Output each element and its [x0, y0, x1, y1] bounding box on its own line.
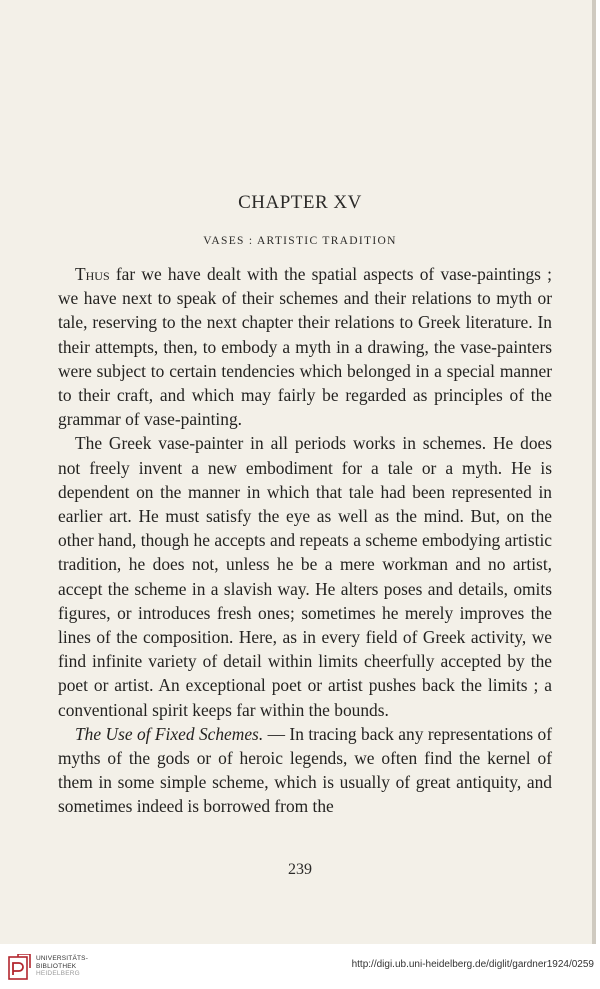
paragraph-3-text: — In tracing back any representations of myths of the gods or of heroic legends, we often find the kernel of them in some simple scheme, which is usually of great antiquity, and sometimes indeed is borrowed from the: [58, 723, 552, 817]
library-logo-icon: [8, 954, 32, 980]
chapter-subtitle: VASES : ARTISTIC TRADITION: [203, 235, 397, 247]
paragraph-3: [58, 722, 552, 819]
footer-bar: [0, 944, 600, 989]
chapter-title: CHAPTER XV: [238, 192, 362, 213]
section-heading: The Use of Fixed Schemes.: [75, 723, 264, 744]
source-url-link[interactable]: http://digi.ub.uni-heidelberg.de/diglit/gardner1924/0259: [351, 959, 594, 970]
library-name-line1: UNIVERSITÄTS-: [36, 955, 89, 962]
paragraph-1: [58, 262, 552, 431]
page-number: 239: [288, 861, 312, 878]
page-edge: [592, 0, 596, 944]
paragraph-1-text: far we have dealt with the spatial aspects of vase-paintings ; we have next to speak of their schemes and their relations to myth or tale, reserving to the next chapter their relations to Greek literature. In their attempts, then, to embody a myth in a drawing, the vase-painters were subject to certain tendencies which belonged in a special manner to their craft, and which may fairly be regarded as principles of the grammar of vase-painting.: [58, 264, 552, 430]
library-name-line3: HEIDELBERG: [36, 970, 80, 977]
body-text: [58, 262, 552, 819]
library-name-line2: BIBLIOTHEK: [36, 962, 77, 970]
paragraph-lead-word: Thus: [75, 264, 110, 284]
library-name: [36, 955, 88, 978]
paragraph-2: The Greek vase-painter in all periods works in schemes. He does not freely invent a new embodiment for a tale or a myth. He is dependent on the manner in which that tale had been represented in earlier art. He must satisfy the eye as well as the mind. But, on the other hand, though he accepts and repeats a scheme embodying artistic tradition, he does not, unless he be a mere workman and no artist, accept the scheme in a slavish way. He alters poses and details, omits figures, or introduces fresh ones; sometimes he merely improves the lines of the composition. Here, as in every field of Greek activity, we find infinite variety of detail within limits cheerfully accepted by the poet or artist. An exceptional poet or artist pushes back the limits ; a conventional spirit keeps far within the bounds.: [58, 433, 552, 720]
